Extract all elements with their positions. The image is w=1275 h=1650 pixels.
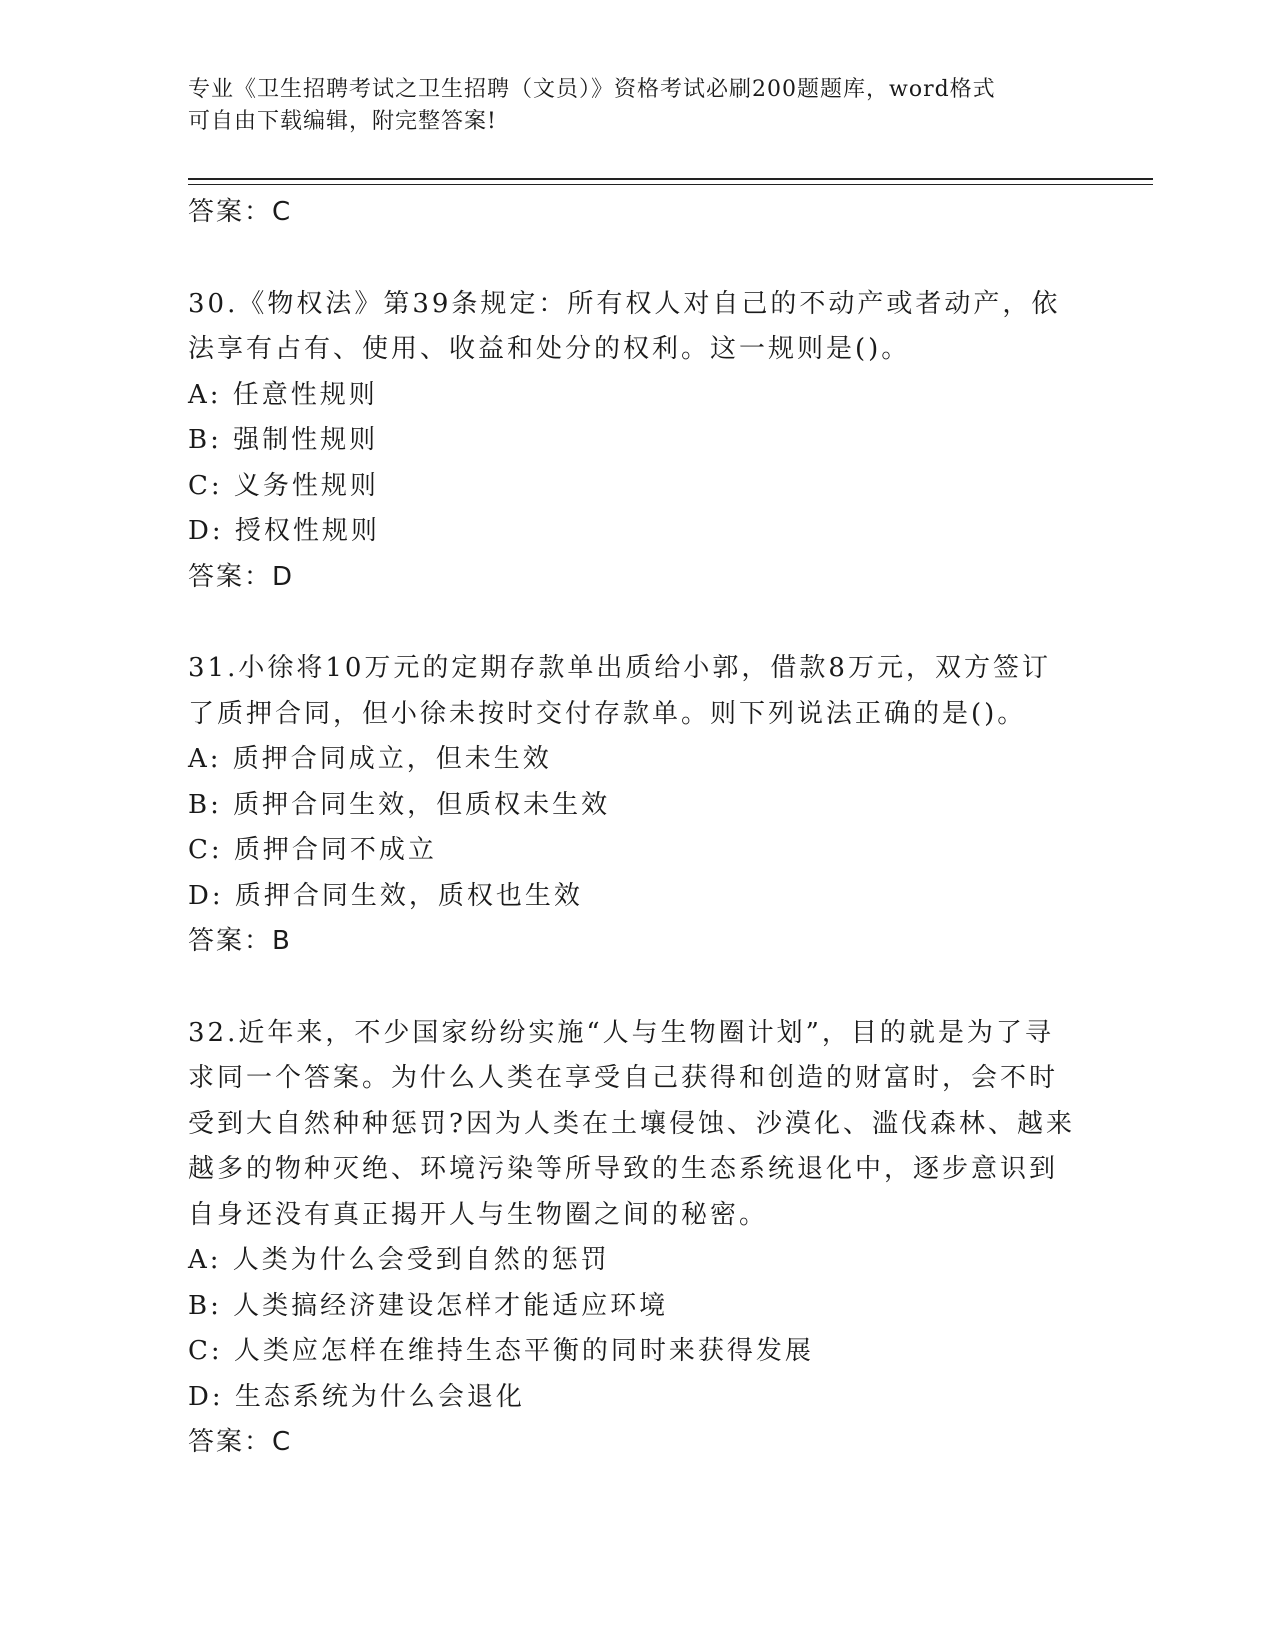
question-text-line: 法享有占有、使用、收益和处分的权利。这一规则是()。 xyxy=(188,334,911,364)
option-c: C: 人类应怎样在维持生态平衡的同时来获得发展 xyxy=(188,1336,814,1366)
option-c: C: 质押合同不成立 xyxy=(188,835,437,865)
question-text-line: 自身还没有真正揭开人与生物圈之间的秘密。 xyxy=(188,1199,769,1230)
answer-line: 答案：C xyxy=(188,1427,293,1457)
question-32 xyxy=(188,1011,1088,1466)
option-a: A: 人类为什么会受到自然的惩罚 xyxy=(188,1245,610,1275)
question-text-line: 31.小徐将10万元的定期存款单出质给小郭，借款8万元，双方签订 xyxy=(188,653,1051,683)
header-line-2: 可自由下载编辑，附完整答案! xyxy=(188,109,497,134)
option-b: B: 质押合同生效，但质权未生效 xyxy=(188,789,611,820)
option-list xyxy=(188,373,1088,555)
option-c: C: 义务性规则 xyxy=(188,470,379,501)
page-header xyxy=(188,74,1068,138)
option-d: D: 授权性规则 xyxy=(188,516,380,546)
header-line-1: 专业《卫生招聘考试之卫生招聘（文员）》资格考试必刷200题题库，word格式 xyxy=(188,77,996,102)
question-30 xyxy=(188,282,1088,601)
option-d: D: 质押合同生效，质权也生效 xyxy=(188,880,583,911)
question-31 xyxy=(188,646,1088,965)
answer-line: 答案：B xyxy=(188,926,292,956)
header-divider-thin xyxy=(188,184,1153,185)
option-a: A: 任意性规则 xyxy=(188,379,378,410)
option-d: D: 生态系统为什么会退化 xyxy=(188,1381,525,1412)
question-text-line: 受到大自然种种惩罚?因为人类在土壤侵蚀、沙漠化、滥伐森林、越来 xyxy=(188,1108,1075,1139)
document-body xyxy=(188,190,1088,1466)
option-b: B: 强制性规则 xyxy=(188,425,379,455)
question-text-line: 了质押合同，但小徐未按时交付存款单。则下列说法正确的是()。 xyxy=(188,698,1027,729)
question-text-line: 求同一个答案。为什么人类在享受自己获得和创造的财富时，会不时 xyxy=(188,1063,1059,1093)
question-text-line: 30.《物权法》第39条规定：所有权人对自己的不动产或者动产，依 xyxy=(188,288,1061,319)
answer-line: 答案：C xyxy=(188,197,293,227)
question-text-line: 越多的物种灭绝、环境污染等所导致的生态系统退化中，逐步意识到 xyxy=(188,1154,1059,1184)
answer-line: 答案：D xyxy=(188,561,295,592)
header-divider xyxy=(188,178,1153,180)
option-list xyxy=(188,737,1088,919)
option-list xyxy=(188,1238,1088,1420)
option-b: B: 人类搞经济建设怎样才能适应环境 xyxy=(188,1290,669,1321)
option-a: A: 质押合同成立，但未生效 xyxy=(188,744,552,774)
question-text-line: 32.近年来，不少国家纷纷实施“人与生物圈计划”，目的就是为了寻 xyxy=(188,1017,1054,1048)
